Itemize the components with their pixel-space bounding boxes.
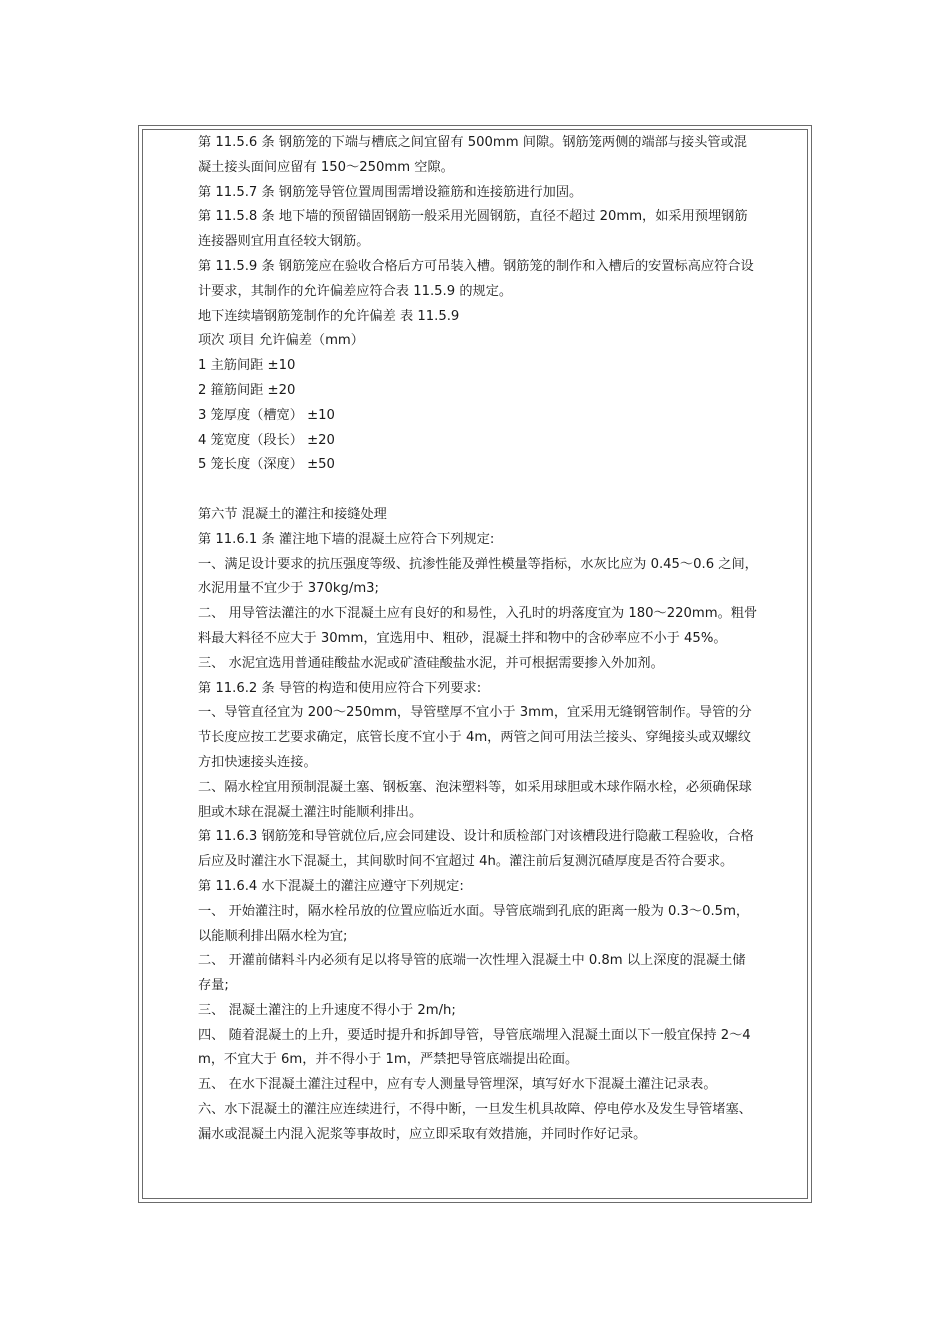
list-item: 二、隔水栓宜用预制混凝土塞、钢板塞、泡沫塑料等，如采用球胆或木球作隔水栓，必须确保球胆或木球在混凝土灌注时能顺利排出。	[198, 779, 752, 820]
clause-11-5-8: 第 11.5.8 条 地下墙的预留锚固钢筋一般采用光圆钢筋，直径不超过 20mm，如采用预埋钢筋连接器则宜用直径较大钢筋。	[198, 209, 748, 250]
table-row: 4 笼宽度（段长） ±20	[198, 432, 335, 448]
list-item: 三、 水泥宜选用普通硅酸盐水泥或矿渣硅酸盐水泥，并可根据需要掺入外加剂。	[198, 655, 664, 671]
section-heading: 第六节 混凝土的灌注和接缝处理	[198, 506, 387, 522]
table-row: 5 笼长度（深度） ±50	[198, 457, 335, 473]
list-item: 五、 在水下混凝土灌注过程中，应有专人测量导管埋深，填写好水下混凝土灌注记录表。	[198, 1077, 717, 1093]
clause-11-6-1: 第 11.6.1 条 灌注地下墙的混凝土应符合下列规定:	[198, 531, 495, 547]
blank-line	[198, 478, 758, 503]
clause-11-6-4: 第 11.6.4 水下混凝土的灌注应遵守下列规定:	[198, 878, 464, 894]
clause-11-6-2: 第 11.6.2 条 导管的构造和使用应符合下列要求:	[198, 680, 482, 696]
list-item: 三、 混凝土灌注的上升速度不得小于 2m/h;	[198, 1002, 456, 1018]
clause-11-6-3: 第 11.6.3 钢筋笼和导管就位后,应会同建设、设计和质检部门对该槽段进行隐蔽工程验收，合格后应及时灌注水下混凝土，其间歇时间不宜超过 4h。灌注前后复测沉碴厚度是否符合要求。	[198, 829, 754, 870]
clause-11-5-9: 第 11.5.9 条 钢筋笼应在验收合格后方可吊装入槽。钢筋笼的制作和入槽后的安置标高应符合设计要求，其制作的允许偏差应符合表 11.5.9 的规定。	[198, 258, 754, 299]
table-row: 1 主筋间距 ±10	[198, 358, 296, 374]
list-item: 一、导管直径宜为 200～250mm，导管壁厚不宜小于 3mm，宜采用无缝钢管制作。导管的分节长度应按工艺要求确定，底管长度不宜小于 4m，两管之间可用法兰接头、穿绳接头或双螺纹方扣快速接头连接。	[198, 705, 752, 770]
table-header: 项次 项目 允许偏差（mm）	[198, 333, 364, 349]
list-item: 一、 开始灌注时，隔水栓吊放的位置应临近水面。导管底端到孔底的距离一般为 0.3～0.5m，以能顺利排出隔水栓为宜;	[198, 903, 750, 944]
list-item: 二、 用导管法灌注的水下混凝土应有良好的和易性，入孔时的坍落度宜为 180～220mm。粗骨料最大料径不应大于 30mm，宜选用中、粗砂，混凝土拌和物中的含砂率应不小于 45%。	[198, 606, 758, 646]
table-row: 2 箍筋间距 ±20	[198, 382, 296, 398]
clause-11-5-6: 第 11.5.6 条 钢筋笼的下端与槽底之间宜留有 500mm 间隙。钢筋笼两侧的端部与接头管或混凝土接头面间应留有 150～250mm 空隙。	[198, 135, 747, 175]
list-item: 一、满足设计要求的抗压强度等级、抗渗性能及弹性模量等指标，水灰比应为 0.45～0.6 之间，水泥用量不宜少于 370kg/m3;	[198, 556, 758, 597]
list-item: 四、 随着混凝土的上升，要适时提升和拆卸导管，导管底端埋入混凝土面以下一般宜保持 2～4m，不宜大于 6m，并不得小于 1m，严禁把导管底端提出砼面。	[198, 1027, 751, 1068]
table-row: 3 笼厚度（槽宽） ±10	[198, 407, 335, 423]
table-caption: 地下连续墙钢筋笼制作的允许偏差 表 11.5.9	[198, 308, 460, 324]
document-body	[198, 131, 758, 1148]
clause-11-5-7: 第 11.5.7 条 钢筋笼导管位置周围需增设箍筋和连接筋进行加固。	[198, 184, 583, 200]
list-item: 二、 开灌前储料斗内必须有足以将导管的底端一次性埋入混凝土中 0.8m 以上深度的混凝土储存量;	[198, 953, 746, 994]
list-item: 六、水下混凝土的灌注应连续进行，不得中断，一旦发生机具故障、停电停水及发生导管堵塞、漏水或混凝土内混入泥浆等事故时，应立即采取有效措施，并同时作好记录。	[198, 1102, 752, 1142]
